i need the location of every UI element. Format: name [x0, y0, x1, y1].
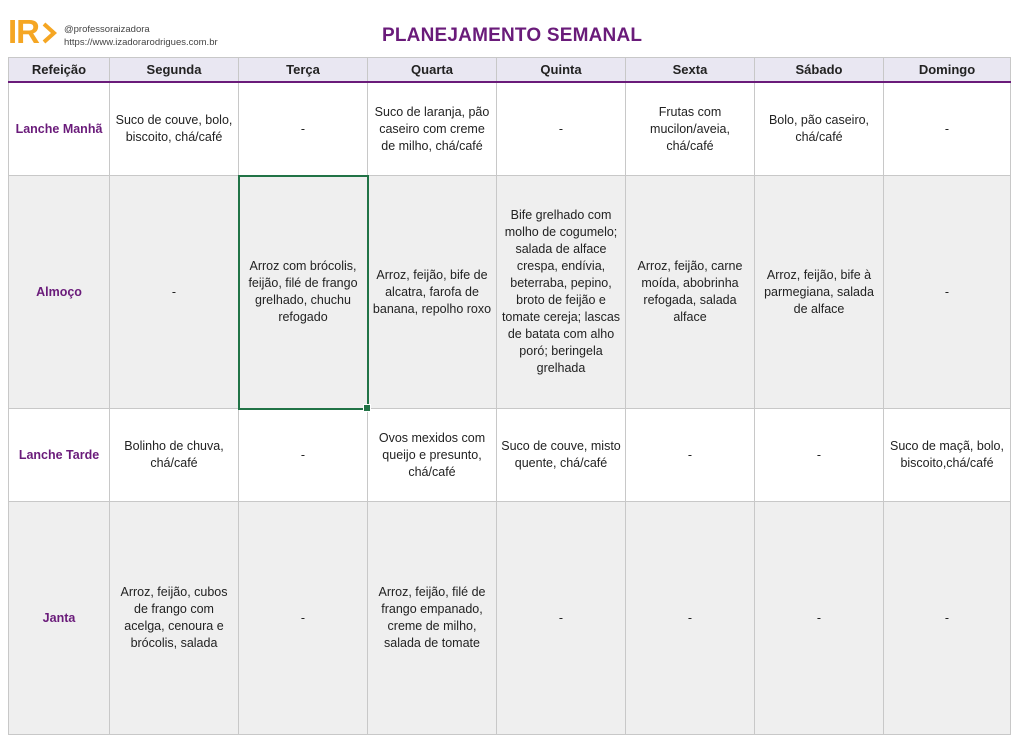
table-row: [9, 82, 1011, 176]
table-cell[interactable]: -: [884, 502, 1011, 735]
cell-text: Arroz com brócolis, feijão, filé de frango grelhado, chuchu refogado: [248, 259, 358, 324]
meal-label[interactable]: Janta: [9, 502, 110, 735]
website-url: https://www.izadorarodrigues.com.br: [64, 37, 218, 48]
table-cell[interactable]: -: [755, 502, 884, 735]
header-row: [9, 58, 1011, 83]
table-row: [9, 502, 1011, 735]
table-row: [9, 176, 1011, 409]
table-cell[interactable]: -: [884, 176, 1011, 409]
column-header[interactable]: Domingo: [884, 58, 1011, 83]
table-cell[interactable]: -: [497, 82, 626, 176]
column-header[interactable]: Sábado: [755, 58, 884, 83]
column-header[interactable]: Sexta: [626, 58, 755, 83]
meal-label[interactable]: Lanche Manhã: [9, 82, 110, 176]
column-header[interactable]: Refeição: [9, 58, 110, 83]
weekly-plan-table: [8, 57, 1011, 735]
table-cell[interactable]: Suco de laranja, pão caseiro com creme de milho, chá/café: [368, 82, 497, 176]
brand-logo: [8, 14, 64, 50]
table-cell[interactable]: -: [626, 502, 755, 735]
table-cell[interactable]: Bife grelhado com molho de cogumelo; salada de alface crespa, endívia, beterraba, pepino, broto de feijão e tomate cereja; lascas de batata com alho poró; beringela grelhada: [497, 176, 626, 409]
table-cell[interactable]: -: [626, 409, 755, 502]
table-cell[interactable]: Arroz, feijão, bife de alcatra, farofa de banana, repolho roxo: [368, 176, 497, 409]
column-header[interactable]: Terça: [239, 58, 368, 83]
table-cell[interactable]: Suco de maçã, bolo, biscoito,chá/café: [884, 409, 1011, 502]
table-cell[interactable]: Ovos mexidos com queijo e presunto, chá/café: [368, 409, 497, 502]
table-cell[interactable]: -: [239, 502, 368, 735]
logo-letters: IR: [8, 13, 39, 50]
table-cell[interactable]: Frutas com mucilon/aveia, chá/café: [626, 82, 755, 176]
table-cell[interactable]: Bolinho de chuva, chá/café: [110, 409, 239, 502]
chevron-right-icon: [40, 22, 62, 44]
column-header[interactable]: Segunda: [110, 58, 239, 83]
table-cell[interactable]: Bolo, pão caseiro, chá/café: [755, 82, 884, 176]
table-cell[interactable]: Suco de couve, bolo, biscoito, chá/café: [110, 82, 239, 176]
social-handle: @professoraizadora: [64, 24, 150, 35]
table-cell[interactable]: -: [884, 82, 1011, 176]
table-cell[interactable]: -: [239, 82, 368, 176]
meal-label[interactable]: Lanche Tarde: [9, 409, 110, 502]
table-cell[interactable]: Arroz, feijão, filé de frango empanado, creme de milho, salada de tomate: [368, 502, 497, 735]
column-header[interactable]: Quinta: [497, 58, 626, 83]
table-cell[interactable]: Arroz, feijão, carne moída, abobrinha refogada, salada alface: [626, 176, 755, 409]
meal-label[interactable]: Almoço: [9, 176, 110, 409]
table-cell[interactable]: Suco de couve, misto quente, chá/café: [497, 409, 626, 502]
column-header[interactable]: Quarta: [368, 58, 497, 83]
selected-cell[interactable]: [239, 176, 368, 409]
fill-handle[interactable]: [363, 404, 371, 412]
table-cell[interactable]: -: [497, 502, 626, 735]
table-cell[interactable]: Arroz, feijão, cubos de frango com acelga, cenoura e brócolis, salada: [110, 502, 239, 735]
table-cell[interactable]: -: [239, 409, 368, 502]
table-row: [9, 409, 1011, 502]
table-cell[interactable]: Arroz, feijão, bife à parmegiana, salada de alface: [755, 176, 884, 409]
table-cell[interactable]: -: [755, 409, 884, 502]
table-cell[interactable]: -: [110, 176, 239, 409]
page-title: PLANEJAMENTO SEMANAL: [382, 25, 643, 46]
